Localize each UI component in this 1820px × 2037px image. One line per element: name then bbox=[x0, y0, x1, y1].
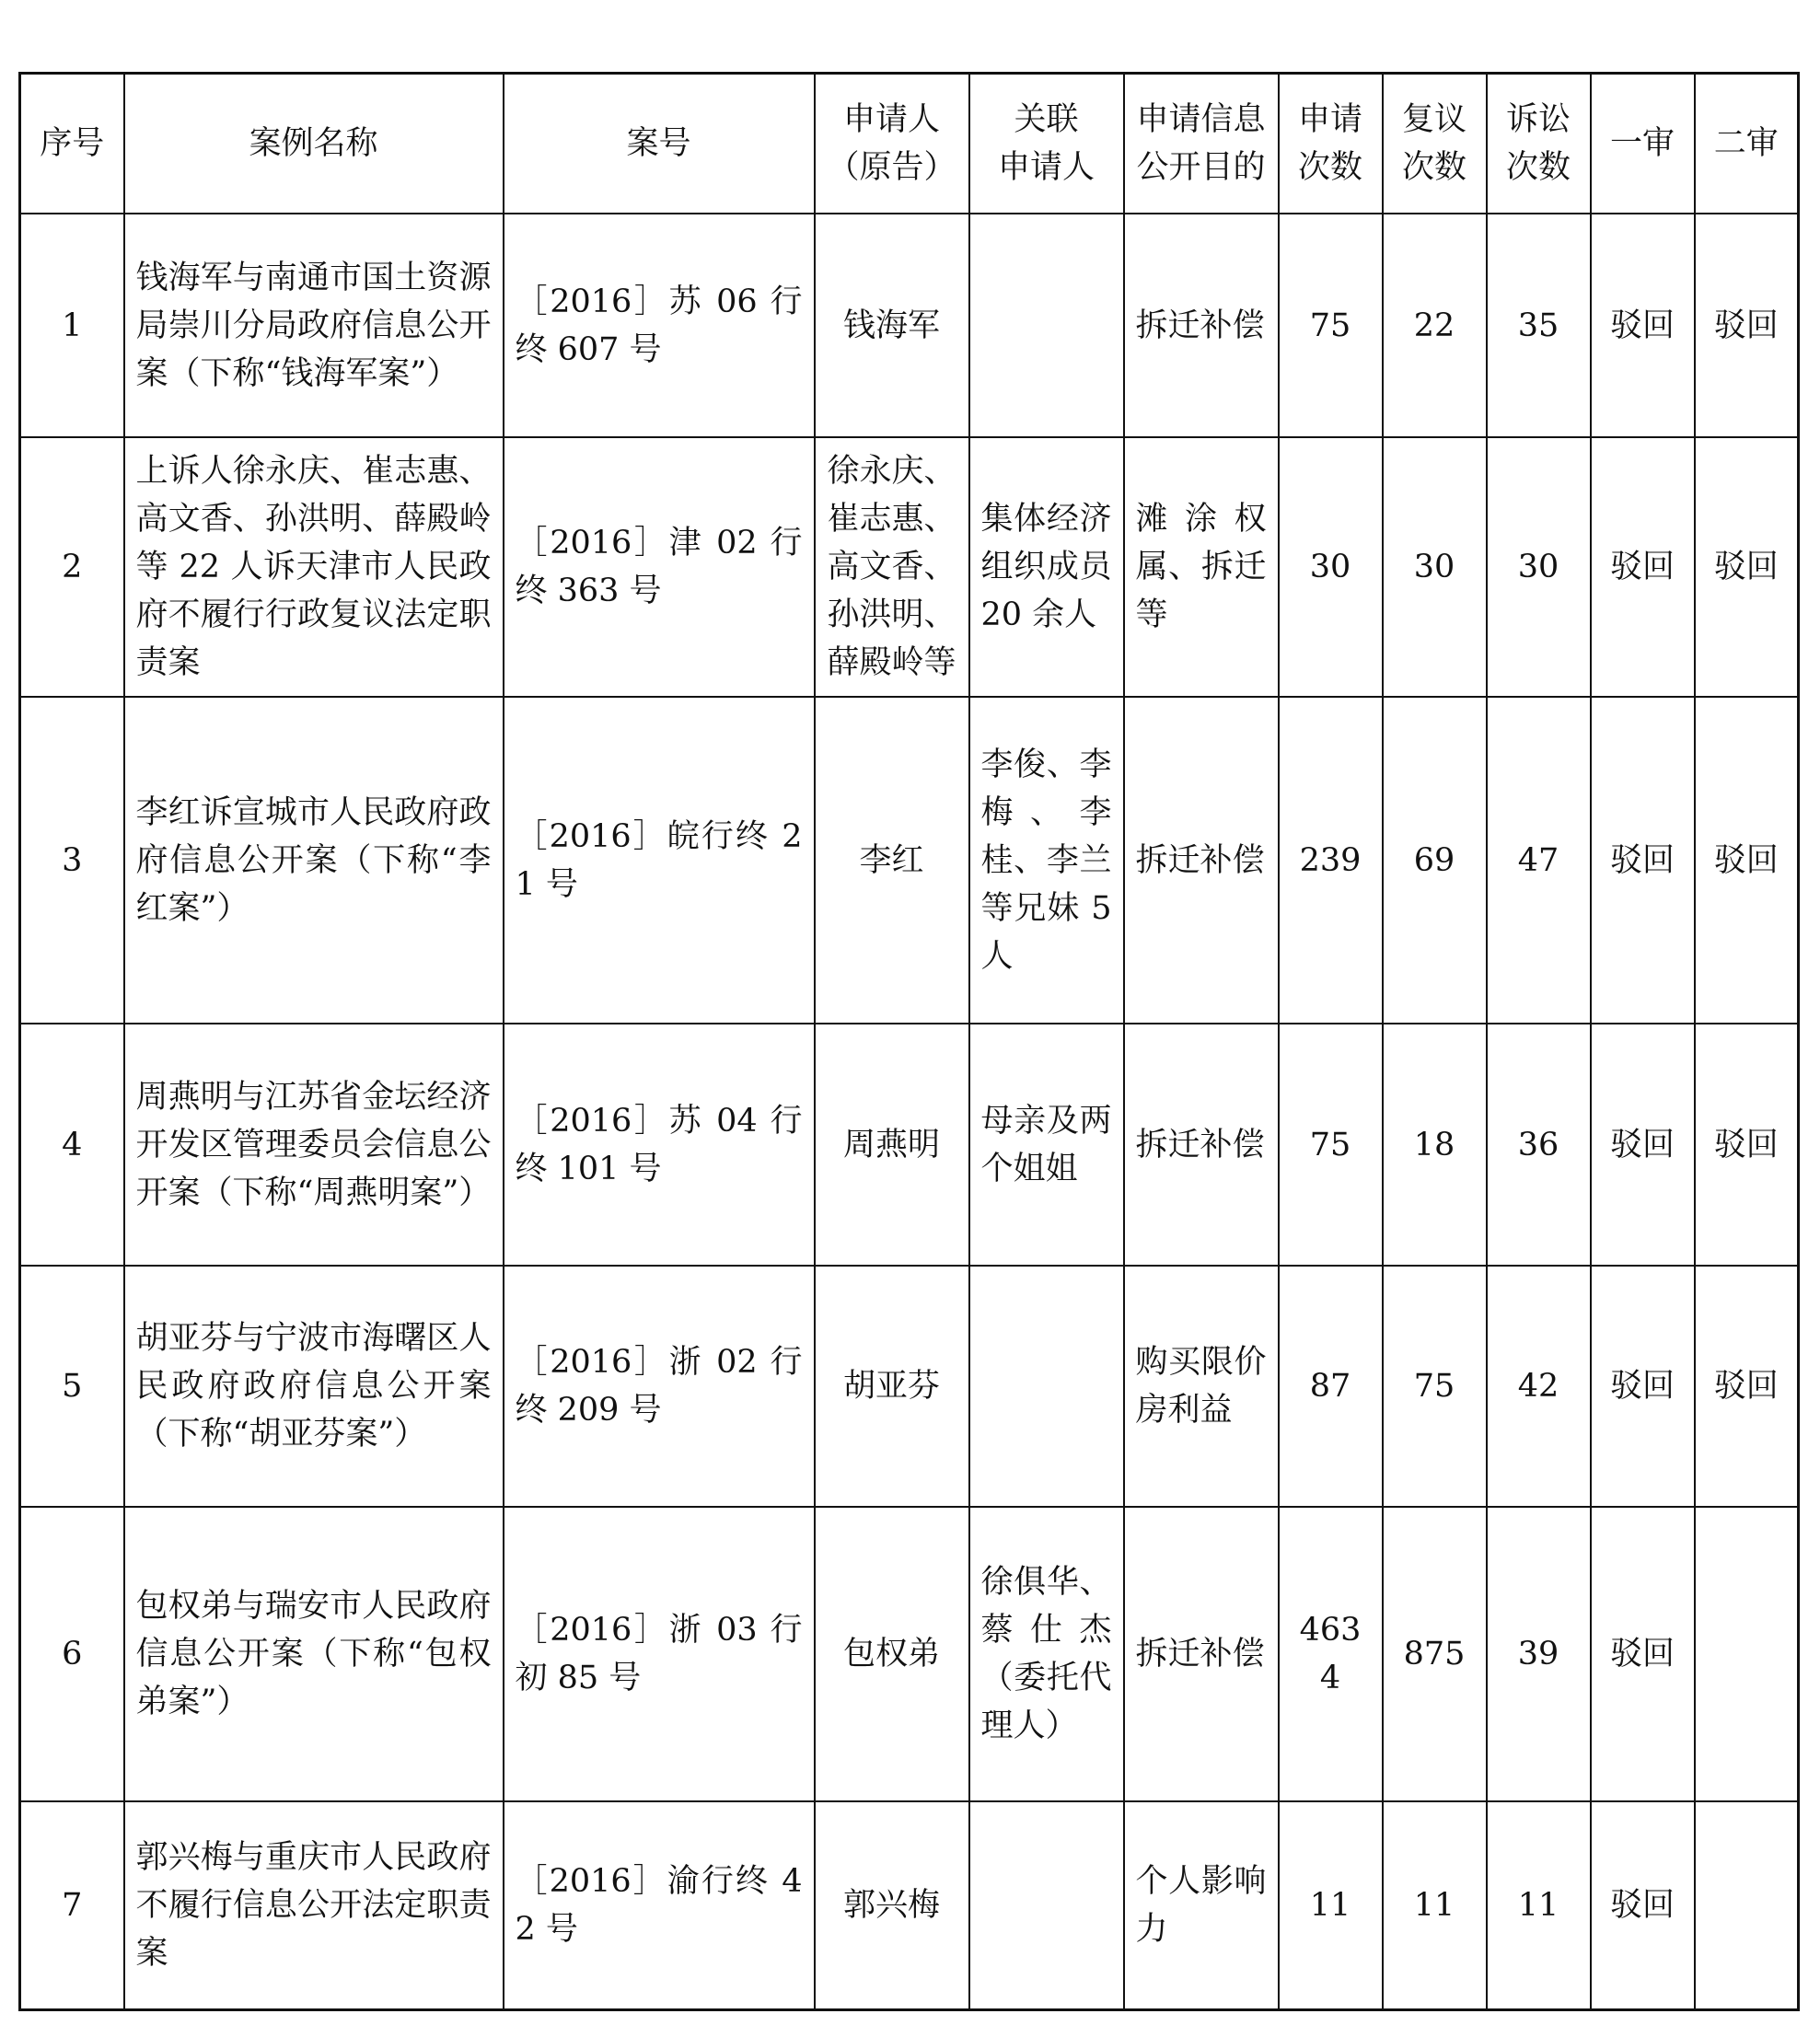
cell-litigation-count: 39 bbox=[1487, 1507, 1591, 1801]
cell-application-count: 4634 bbox=[1279, 1507, 1383, 1801]
cell-related-applicant: 集体经济组织成员 20 余人 bbox=[969, 437, 1124, 697]
cell-seq: 5 bbox=[20, 1266, 124, 1507]
cell-second-instance: 驳回 bbox=[1695, 1266, 1799, 1507]
header-purpose: 申请信息 公开目的 bbox=[1124, 74, 1279, 214]
cell-related-applicant: 母亲及两个姐姐 bbox=[969, 1024, 1124, 1266]
cell-seq: 3 bbox=[20, 697, 124, 1024]
cell-applicant: 包权弟 bbox=[815, 1507, 969, 1801]
cell-seq: 2 bbox=[20, 437, 124, 697]
cell-related-applicant bbox=[969, 1266, 1124, 1507]
cell-first-instance: 驳回 bbox=[1591, 214, 1695, 437]
cell-case-number: ［2016］苏 04 行终 101 号 bbox=[504, 1024, 815, 1266]
cell-case-number: ［2016］津 02 行终 363 号 bbox=[504, 437, 815, 697]
cell-first-instance: 驳回 bbox=[1591, 1266, 1695, 1507]
cell-review-count: 30 bbox=[1383, 437, 1487, 697]
header-review-count: 复议 次数 bbox=[1383, 74, 1487, 214]
cell-applicant: 李红 bbox=[815, 697, 969, 1024]
cell-first-instance: 驳回 bbox=[1591, 1024, 1695, 1266]
cell-case-name: 胡亚芬与宁波市海曙区人民政府政府信息公开案（下称“胡亚芬案”） bbox=[124, 1266, 504, 1507]
cell-seq: 4 bbox=[20, 1024, 124, 1266]
cell-case-number: ［2016］苏 06 行终 607 号 bbox=[504, 214, 815, 437]
cell-review-count: 75 bbox=[1383, 1266, 1487, 1507]
cell-case-name: 包权弟与瑞安市人民政府信息公开案（下称“包权弟案”） bbox=[124, 1507, 504, 1801]
cell-case-name: 李红诉宣城市人民政府政府信息公开案（下称“李红案”） bbox=[124, 697, 504, 1024]
cell-purpose: 拆迁补偿 bbox=[1124, 1507, 1279, 1801]
cell-litigation-count: 35 bbox=[1487, 214, 1591, 437]
table-row bbox=[20, 1266, 1799, 1507]
cell-applicant: 徐永庆、崔志惠、高文香、孙洪明、薛殿岭等 bbox=[815, 437, 969, 697]
cell-seq: 7 bbox=[20, 1801, 124, 2009]
header-case-name: 案例名称 bbox=[124, 74, 504, 214]
cell-related-applicant bbox=[969, 1801, 1124, 2009]
header-related-applicant: 关联 申请人 bbox=[969, 74, 1124, 214]
cell-case-number: ［2016］渝行终 42 号 bbox=[504, 1801, 815, 2009]
cell-seq: 1 bbox=[20, 214, 124, 437]
cell-litigation-count: 47 bbox=[1487, 697, 1591, 1024]
table-row bbox=[20, 1024, 1799, 1266]
header-case-number: 案号 bbox=[504, 74, 815, 214]
header-seq: 序号 bbox=[20, 74, 124, 214]
cell-application-count: 11 bbox=[1279, 1801, 1383, 2009]
cell-first-instance: 驳回 bbox=[1591, 1507, 1695, 1801]
cell-first-instance: 驳回 bbox=[1591, 1801, 1695, 2009]
table-row bbox=[20, 437, 1799, 697]
cell-second-instance: 驳回 bbox=[1695, 1024, 1799, 1266]
cell-review-count: 875 bbox=[1383, 1507, 1487, 1801]
table-row bbox=[20, 1507, 1799, 1801]
cell-related-applicant bbox=[969, 214, 1124, 437]
case-table bbox=[18, 72, 1800, 2011]
cell-litigation-count: 30 bbox=[1487, 437, 1591, 697]
cell-litigation-count: 42 bbox=[1487, 1266, 1591, 1507]
cell-application-count: 75 bbox=[1279, 1024, 1383, 1266]
cell-applicant: 郭兴梅 bbox=[815, 1801, 969, 2009]
cell-purpose: 拆迁补偿 bbox=[1124, 697, 1279, 1024]
cell-purpose: 个人影响力 bbox=[1124, 1801, 1279, 2009]
cell-first-instance: 驳回 bbox=[1591, 437, 1695, 697]
header-row bbox=[20, 74, 1799, 214]
header-application-count: 申请 次数 bbox=[1279, 74, 1383, 214]
cell-case-name: 钱海军与南通市国土资源局崇川分局政府信息公开案（下称“钱海军案”） bbox=[124, 214, 504, 437]
cell-case-number: ［2016］浙 02 行终 209 号 bbox=[504, 1266, 815, 1507]
cell-application-count: 87 bbox=[1279, 1266, 1383, 1507]
cell-first-instance: 驳回 bbox=[1591, 697, 1695, 1024]
cell-seq: 6 bbox=[20, 1507, 124, 1801]
cell-applicant: 胡亚芬 bbox=[815, 1266, 969, 1507]
header-first-instance: 一审 bbox=[1591, 74, 1695, 214]
cell-second-instance bbox=[1695, 1801, 1799, 2009]
header-applicant: 申请人 （原告） bbox=[815, 74, 969, 214]
cell-review-count: 69 bbox=[1383, 697, 1487, 1024]
cell-application-count: 75 bbox=[1279, 214, 1383, 437]
cell-case-number: ［2016］皖行终 21 号 bbox=[504, 697, 815, 1024]
cell-litigation-count: 11 bbox=[1487, 1801, 1591, 2009]
header-second-instance: 二审 bbox=[1695, 74, 1799, 214]
cell-purpose: 滩涂权属、拆迁等 bbox=[1124, 437, 1279, 697]
cell-applicant: 钱海军 bbox=[815, 214, 969, 437]
cell-case-number: ［2016］浙 03 行初 85 号 bbox=[504, 1507, 815, 1801]
cell-application-count: 239 bbox=[1279, 697, 1383, 1024]
cell-applicant: 周燕明 bbox=[815, 1024, 969, 1266]
header-litigation-count: 诉讼 次数 bbox=[1487, 74, 1591, 214]
cell-second-instance: 驳回 bbox=[1695, 697, 1799, 1024]
cell-case-name: 周燕明与江苏省金坛经济开发区管理委员会信息公开案（下称“周燕明案”） bbox=[124, 1024, 504, 1266]
cell-second-instance: 驳回 bbox=[1695, 437, 1799, 697]
cell-purpose: 购买限价房利益 bbox=[1124, 1266, 1279, 1507]
table-row bbox=[20, 1801, 1799, 2009]
table-row bbox=[20, 214, 1799, 437]
cell-related-applicant: 李俊、李梅、李桂、李兰等兄妹 5 人 bbox=[969, 697, 1124, 1024]
cell-review-count: 18 bbox=[1383, 1024, 1487, 1266]
cell-second-instance: 驳回 bbox=[1695, 214, 1799, 437]
cell-case-name: 上诉人徐永庆、崔志惠、高文香、孙洪明、薛殿岭等 22 人诉天津市人民政府不履行行政复议法定职责案 bbox=[124, 437, 504, 697]
cell-related-applicant: 徐俱华、蔡仕杰（委托代理人） bbox=[969, 1507, 1124, 1801]
cell-review-count: 11 bbox=[1383, 1801, 1487, 2009]
table-row bbox=[20, 697, 1799, 1024]
cell-litigation-count: 36 bbox=[1487, 1024, 1591, 1266]
cell-review-count: 22 bbox=[1383, 214, 1487, 437]
cell-case-name: 郭兴梅与重庆市人民政府不履行信息公开法定职责案 bbox=[124, 1801, 504, 2009]
cell-application-count: 30 bbox=[1279, 437, 1383, 697]
cell-purpose: 拆迁补偿 bbox=[1124, 214, 1279, 437]
cell-purpose: 拆迁补偿 bbox=[1124, 1024, 1279, 1266]
cell-second-instance bbox=[1695, 1507, 1799, 1801]
